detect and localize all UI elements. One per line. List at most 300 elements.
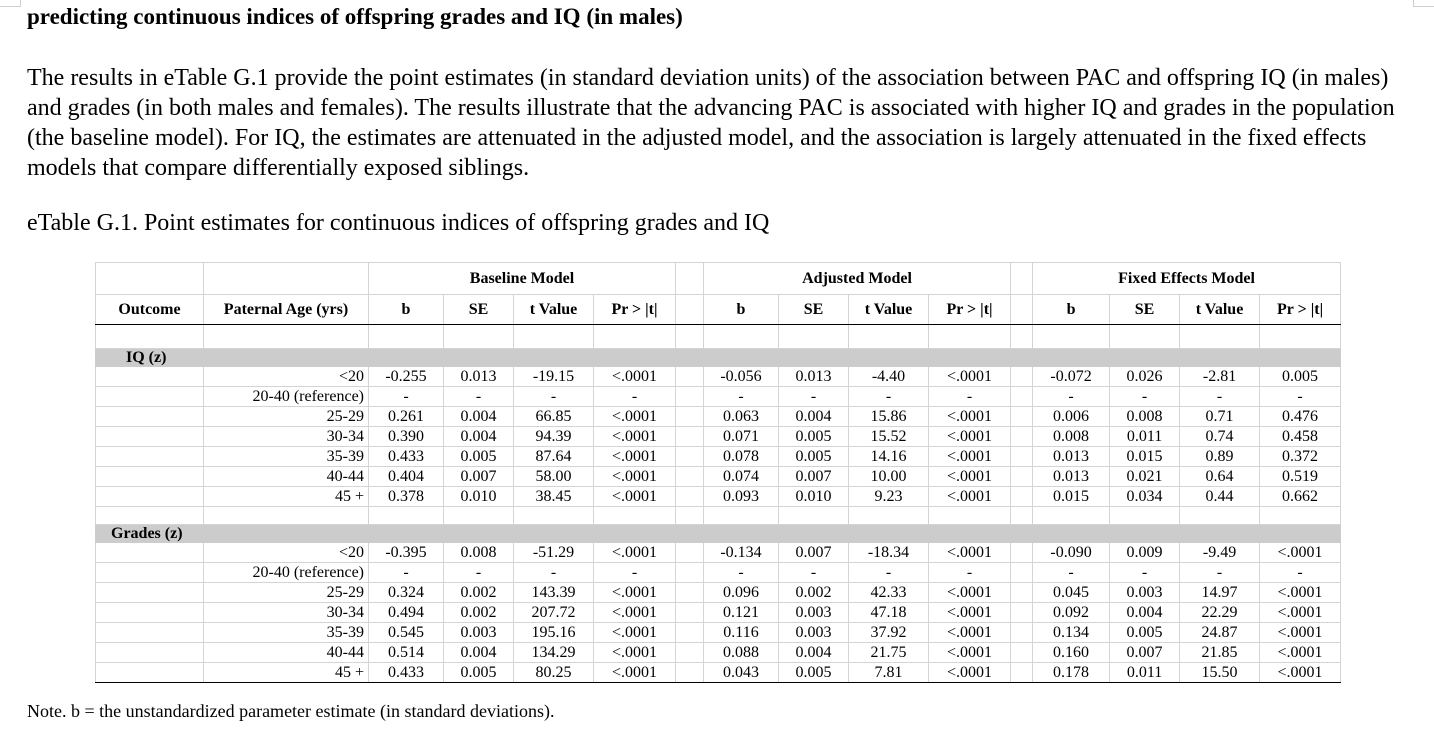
gap-cell [1011, 407, 1033, 427]
fixed-se-cell: 0.009 [1110, 543, 1180, 563]
gap-cell [676, 407, 704, 427]
outcome-cell [96, 467, 204, 487]
empty-cell [676, 507, 704, 525]
empty-cell [849, 325, 929, 349]
baseline-p-value-cell: <.0001 [594, 367, 676, 387]
baseline-t-value-cell: 207.72 [514, 603, 594, 623]
baseline-b-cell: - [369, 387, 444, 407]
outcome-cell [96, 603, 204, 623]
header-blank [96, 263, 204, 295]
baseline-se-cell: 0.013 [444, 367, 514, 387]
empty-cell [929, 507, 1011, 525]
baseline-se-cell: 0.004 [444, 643, 514, 663]
spacer-row [96, 325, 1341, 349]
gap-cell [676, 603, 704, 623]
spacer-row [96, 507, 1341, 525]
baseline-p-value-cell: <.0001 [594, 643, 676, 663]
gap-cell [1011, 367, 1033, 387]
fixed-p-value-cell: - [1260, 563, 1341, 583]
baseline-se-cell: 0.004 [444, 427, 514, 447]
baseline-p-value-cell: <.0001 [594, 623, 676, 643]
fixed-se-cell: 0.034 [1110, 487, 1180, 507]
baseline-t-value-cell: -19.15 [514, 367, 594, 387]
adjusted-se-cell: - [779, 387, 849, 407]
fixed-b-cell: -0.090 [1033, 543, 1110, 563]
fixed-b-cell: 0.013 [1033, 467, 1110, 487]
fixed-p-value-cell: 0.372 [1260, 447, 1341, 467]
empty-cell [1011, 507, 1033, 525]
empty-cell [96, 325, 204, 349]
adjusted-se-cell: 0.004 [779, 643, 849, 663]
gap-cell [1011, 643, 1033, 663]
fixed-b-cell: 0.015 [1033, 487, 1110, 507]
fixed-p-value-cell: 0.662 [1260, 487, 1341, 507]
empty-cell [204, 325, 369, 349]
fixed-b-cell: 0.045 [1033, 583, 1110, 603]
fixed-se-cell: 0.004 [1110, 603, 1180, 623]
col-header-b: b [704, 295, 779, 325]
baseline-se-cell: 0.005 [444, 663, 514, 683]
gap-cell [1011, 467, 1033, 487]
adjusted-se-cell: 0.007 [779, 467, 849, 487]
adjusted-se-cell: 0.010 [779, 487, 849, 507]
gap-cell [1011, 447, 1033, 467]
gap-cell [676, 467, 704, 487]
gap-cell [676, 387, 704, 407]
baseline-b-cell: 0.324 [369, 583, 444, 603]
empty-cell [444, 325, 514, 349]
baseline-b-cell: 0.390 [369, 427, 444, 447]
table-row [96, 583, 1341, 603]
body-paragraph: The results in eTable G.1 provide the point estimates (in standard deviation units) of the association between PAC and offspring IQ (in males) and grades (in both males and females). The results illustrate that the advancing PAC is associated with higher IQ and grades in the population (the baseline model). For IQ, the estimates are attenuated in the adjusted model, and the association is largely attenuated in the fixed effects models that compare differentially exposed siblings. [27, 65, 1395, 181]
fixed-t-value-cell: 15.50 [1180, 663, 1260, 683]
paternal-age-cell: 45 + [204, 663, 369, 683]
adjusted-b-cell: 0.074 [704, 467, 779, 487]
gap-cell [1011, 563, 1033, 583]
header-gap [676, 295, 704, 325]
paternal-age-cell: 40-44 [204, 467, 369, 487]
empty-cell [1180, 325, 1260, 349]
col-header-se: SE [444, 295, 514, 325]
fixed-p-value-cell: <.0001 [1260, 663, 1341, 683]
adjusted-b-cell: 0.121 [704, 603, 779, 623]
paternal-age-cell: 30-34 [204, 603, 369, 623]
empty-cell [779, 325, 849, 349]
adjusted-se-cell: 0.005 [779, 663, 849, 683]
fixed-b-cell: 0.006 [1033, 407, 1110, 427]
empty-cell [704, 507, 779, 525]
adjusted-p-value-cell: <.0001 [929, 447, 1011, 467]
fixed-se-cell: 0.011 [1110, 427, 1180, 447]
fixed-p-value-cell: - [1260, 387, 1341, 407]
empty-cell [929, 325, 1011, 349]
baseline-se-cell: 0.007 [444, 467, 514, 487]
fixed-b-cell: -0.072 [1033, 367, 1110, 387]
fixed-p-value-cell: 0.476 [1260, 407, 1341, 427]
baseline-se-cell: 0.005 [444, 447, 514, 467]
fixed-p-value-cell: <.0001 [1260, 583, 1341, 603]
baseline-se-cell: 0.008 [444, 543, 514, 563]
adjusted-t-value-cell: - [849, 563, 929, 583]
outcome-cell [96, 583, 204, 603]
page-corner-left [0, 0, 21, 7]
gap-cell [1011, 623, 1033, 643]
group-header-fixed: Fixed Effects Model [1033, 263, 1341, 295]
fixed-p-value-cell: <.0001 [1260, 643, 1341, 663]
empty-cell [1110, 325, 1180, 349]
baseline-t-value-cell: 38.45 [514, 487, 594, 507]
section-fill [369, 349, 1341, 367]
table-body [96, 325, 1341, 683]
fixed-t-value-cell: 0.74 [1180, 427, 1260, 447]
fixed-b-cell: 0.134 [1033, 623, 1110, 643]
fixed-p-value-cell: <.0001 [1260, 543, 1341, 563]
adjusted-se-cell: 0.003 [779, 623, 849, 643]
adjusted-t-value-cell: 42.33 [849, 583, 929, 603]
baseline-b-cell: 0.545 [369, 623, 444, 643]
col-header-t-value: t Value [1180, 295, 1260, 325]
fixed-se-cell: 0.026 [1110, 367, 1180, 387]
table-row [96, 447, 1341, 467]
col-header-paternal-age: Paternal Age (yrs) [204, 295, 369, 325]
baseline-p-value-cell: <.0001 [594, 407, 676, 427]
empty-cell [1260, 507, 1341, 525]
paternal-age-cell: <20 [204, 367, 369, 387]
adjusted-se-cell: 0.007 [779, 543, 849, 563]
empty-cell [1180, 507, 1260, 525]
fixed-se-cell: 0.005 [1110, 623, 1180, 643]
empty-cell [779, 507, 849, 525]
gap-cell [676, 487, 704, 507]
gap-cell [676, 543, 704, 563]
gap-cell [676, 427, 704, 447]
section-row [96, 349, 1341, 367]
col-header-outcome: Outcome [96, 295, 204, 325]
fixed-se-cell: 0.011 [1110, 663, 1180, 683]
adjusted-p-value-cell: <.0001 [929, 623, 1011, 643]
adjusted-b-cell: -0.134 [704, 543, 779, 563]
table-row [96, 367, 1341, 387]
fixed-t-value-cell: 21.85 [1180, 643, 1260, 663]
empty-cell [1033, 507, 1110, 525]
baseline-se-cell: 0.003 [444, 623, 514, 643]
adjusted-t-value-cell: -4.40 [849, 367, 929, 387]
baseline-se-cell: 0.002 [444, 583, 514, 603]
adjusted-b-cell: 0.088 [704, 643, 779, 663]
fixed-p-value-cell: <.0001 [1260, 623, 1341, 643]
empty-cell [1011, 325, 1033, 349]
table-row [96, 623, 1341, 643]
baseline-p-value-cell: - [594, 563, 676, 583]
baseline-t-value-cell: 66.85 [514, 407, 594, 427]
gap-cell [1011, 543, 1033, 563]
adjusted-t-value-cell: 9.23 [849, 487, 929, 507]
gap-cell [1011, 663, 1033, 683]
baseline-b-cell: 0.404 [369, 467, 444, 487]
adjusted-se-cell: 0.013 [779, 367, 849, 387]
fixed-se-cell: - [1110, 387, 1180, 407]
empty-cell [514, 325, 594, 349]
adjusted-p-value-cell: <.0001 [929, 467, 1011, 487]
table-caption: eTable G.1. Point estimates for continuous indices of offspring grades and IQ [27, 210, 770, 236]
paternal-age-cell: 40-44 [204, 643, 369, 663]
gap-cell [1011, 583, 1033, 603]
adjusted-b-cell: -0.056 [704, 367, 779, 387]
baseline-b-cell: - [369, 563, 444, 583]
paternal-age-cell: 25-29 [204, 583, 369, 603]
paternal-age-cell: 35-39 [204, 623, 369, 643]
baseline-t-value-cell: 58.00 [514, 467, 594, 487]
col-header-t-value: t Value [849, 295, 929, 325]
group-header-adjusted: Adjusted Model [704, 263, 1011, 295]
adjusted-t-value-cell: -18.34 [849, 543, 929, 563]
page-corner-right [1413, 0, 1434, 7]
table-row [96, 543, 1341, 563]
table-row [96, 427, 1341, 447]
adjusted-t-value-cell: - [849, 387, 929, 407]
adjusted-t-value-cell: 21.75 [849, 643, 929, 663]
fixed-t-value-cell: -2.81 [1180, 367, 1260, 387]
fixed-t-value-cell: 0.64 [1180, 467, 1260, 487]
adjusted-p-value-cell: <.0001 [929, 643, 1011, 663]
col-header-t-value: t Value [514, 295, 594, 325]
baseline-t-value-cell: 143.39 [514, 583, 594, 603]
fixed-se-cell: 0.021 [1110, 467, 1180, 487]
outcome-cell [96, 663, 204, 683]
baseline-se-cell: 0.004 [444, 407, 514, 427]
col-header-p-value: Pr > |t| [1260, 295, 1341, 325]
adjusted-p-value-cell: - [929, 387, 1011, 407]
fixed-se-cell: 0.015 [1110, 447, 1180, 467]
baseline-b-cell: 0.433 [369, 663, 444, 683]
adjusted-p-value-cell: <.0001 [929, 663, 1011, 683]
empty-cell [704, 325, 779, 349]
baseline-t-value-cell: 94.39 [514, 427, 594, 447]
gap-cell [1011, 487, 1033, 507]
col-header-se: SE [779, 295, 849, 325]
baseline-b-cell: 0.433 [369, 447, 444, 467]
empty-cell [1260, 325, 1341, 349]
table-row [96, 663, 1341, 683]
baseline-b-cell: 0.378 [369, 487, 444, 507]
adjusted-b-cell: 0.096 [704, 583, 779, 603]
adjusted-se-cell: - [779, 563, 849, 583]
fixed-b-cell: - [1033, 387, 1110, 407]
adjusted-b-cell: 0.116 [704, 623, 779, 643]
gap-cell [676, 447, 704, 467]
adjusted-t-value-cell: 10.00 [849, 467, 929, 487]
table-note: Note. b = the unstandardized parameter estimate (in standard deviations). [27, 701, 555, 721]
empty-cell [849, 507, 929, 525]
adjusted-se-cell: 0.004 [779, 407, 849, 427]
gap-cell [1011, 427, 1033, 447]
baseline-b-cell: -0.395 [369, 543, 444, 563]
paternal-age-cell: <20 [204, 543, 369, 563]
adjusted-se-cell: 0.005 [779, 427, 849, 447]
baseline-se-cell: - [444, 563, 514, 583]
adjusted-p-value-cell: <.0001 [929, 427, 1011, 447]
baseline-p-value-cell: <.0001 [594, 487, 676, 507]
table-row [96, 563, 1341, 583]
baseline-se-cell: - [444, 387, 514, 407]
outcome-cell [96, 427, 204, 447]
baseline-p-value-cell: <.0001 [594, 447, 676, 467]
paternal-age-cell: 45 + [204, 487, 369, 507]
fixed-t-value-cell: 0.71 [1180, 407, 1260, 427]
gap-cell [1011, 603, 1033, 623]
fixed-t-value-cell: - [1180, 563, 1260, 583]
adjusted-p-value-cell: - [929, 563, 1011, 583]
adjusted-se-cell: 0.002 [779, 583, 849, 603]
fixed-t-value-cell: - [1180, 387, 1260, 407]
empty-cell [594, 507, 676, 525]
baseline-t-value-cell: -51.29 [514, 543, 594, 563]
col-header-b: b [369, 295, 444, 325]
gap-cell [676, 563, 704, 583]
fixed-p-value-cell: 0.005 [1260, 367, 1341, 387]
fixed-se-cell: 0.003 [1110, 583, 1180, 603]
empty-cell [369, 507, 444, 525]
table-row [96, 407, 1341, 427]
adjusted-t-value-cell: 37.92 [849, 623, 929, 643]
fixed-b-cell: - [1033, 563, 1110, 583]
baseline-p-value-cell: <.0001 [594, 427, 676, 447]
fixed-b-cell: 0.178 [1033, 663, 1110, 683]
outcome-cell [96, 387, 204, 407]
table-row [96, 643, 1341, 663]
adjusted-se-cell: 0.005 [779, 447, 849, 467]
empty-cell [204, 507, 369, 525]
group-header-baseline: Baseline Model [369, 263, 676, 295]
baseline-p-value-cell: <.0001 [594, 467, 676, 487]
gap-cell [676, 367, 704, 387]
fixed-t-value-cell: 14.97 [1180, 583, 1260, 603]
outcome-cell [96, 367, 204, 387]
col-header-p-value: Pr > |t| [594, 295, 676, 325]
fixed-t-value-cell: 0.44 [1180, 487, 1260, 507]
col-header-se: SE [1110, 295, 1180, 325]
section-heading: predicting continuous indices of offspring grades and IQ (in males) [27, 4, 683, 29]
adjusted-b-cell: - [704, 563, 779, 583]
fixed-t-value-cell: 22.29 [1180, 603, 1260, 623]
paternal-age-cell: 30-34 [204, 427, 369, 447]
column-header-row [96, 295, 1341, 325]
baseline-p-value-cell: <.0001 [594, 603, 676, 623]
paternal-age-cell: 20-40 (reference) [204, 563, 369, 583]
group-header-row [96, 263, 1341, 295]
fixed-b-cell: 0.092 [1033, 603, 1110, 623]
table-row [96, 603, 1341, 623]
adjusted-t-value-cell: 15.86 [849, 407, 929, 427]
col-header-p-value: Pr > |t| [929, 295, 1011, 325]
baseline-t-value-cell: 134.29 [514, 643, 594, 663]
outcome-cell [96, 487, 204, 507]
adjusted-b-cell: 0.043 [704, 663, 779, 683]
baseline-se-cell: 0.010 [444, 487, 514, 507]
adjusted-t-value-cell: 47.18 [849, 603, 929, 623]
adjusted-t-value-cell: 7.81 [849, 663, 929, 683]
baseline-b-cell: 0.494 [369, 603, 444, 623]
section-row [96, 525, 1341, 543]
adjusted-p-value-cell: <.0001 [929, 487, 1011, 507]
gap-cell [1011, 387, 1033, 407]
header-gap [1011, 263, 1033, 295]
fixed-se-cell: 0.007 [1110, 643, 1180, 663]
empty-cell [444, 507, 514, 525]
outcome-cell [96, 563, 204, 583]
fixed-b-cell: 0.160 [1033, 643, 1110, 663]
baseline-p-value-cell: - [594, 387, 676, 407]
empty-cell [1110, 507, 1180, 525]
table-row [96, 467, 1341, 487]
fixed-t-value-cell: -9.49 [1180, 543, 1260, 563]
baseline-b-cell: -0.255 [369, 367, 444, 387]
header-gap [676, 263, 704, 295]
header-blank [204, 263, 369, 295]
adjusted-t-value-cell: 15.52 [849, 427, 929, 447]
empty-cell [514, 507, 594, 525]
baseline-se-cell: 0.002 [444, 603, 514, 623]
gap-cell [676, 643, 704, 663]
adjusted-b-cell: 0.071 [704, 427, 779, 447]
empty-cell [594, 325, 676, 349]
fixed-se-cell: - [1110, 563, 1180, 583]
section-label: IQ (z) [96, 349, 369, 367]
baseline-p-value-cell: <.0001 [594, 583, 676, 603]
gap-cell [676, 663, 704, 683]
empty-cell [96, 507, 204, 525]
adjusted-b-cell: 0.093 [704, 487, 779, 507]
fixed-p-value-cell: 0.458 [1260, 427, 1341, 447]
fixed-p-value-cell: 0.519 [1260, 467, 1341, 487]
adjusted-b-cell: - [704, 387, 779, 407]
baseline-t-value-cell: - [514, 563, 594, 583]
adjusted-p-value-cell: <.0001 [929, 543, 1011, 563]
section-label: Grades (z) [96, 525, 369, 543]
table-row [96, 487, 1341, 507]
empty-cell [1033, 325, 1110, 349]
baseline-t-value-cell: 80.25 [514, 663, 594, 683]
fixed-b-cell: 0.013 [1033, 447, 1110, 467]
baseline-t-value-cell: 87.64 [514, 447, 594, 467]
baseline-p-value-cell: <.0001 [594, 543, 676, 563]
gap-cell [676, 583, 704, 603]
adjusted-p-value-cell: <.0001 [929, 407, 1011, 427]
fixed-t-value-cell: 24.87 [1180, 623, 1260, 643]
baseline-b-cell: 0.514 [369, 643, 444, 663]
gap-cell [676, 623, 704, 643]
outcome-cell [96, 643, 204, 663]
col-header-b: b [1033, 295, 1110, 325]
table-row [96, 387, 1341, 407]
empty-cell [369, 325, 444, 349]
outcome-cell [96, 543, 204, 563]
header-gap [1011, 295, 1033, 325]
baseline-b-cell: 0.261 [369, 407, 444, 427]
adjusted-b-cell: 0.063 [704, 407, 779, 427]
paternal-age-cell: 20-40 (reference) [204, 387, 369, 407]
paternal-age-cell: 35-39 [204, 447, 369, 467]
empty-cell [676, 325, 704, 349]
outcome-cell [96, 623, 204, 643]
outcome-cell [96, 407, 204, 427]
fixed-p-value-cell: <.0001 [1260, 603, 1341, 623]
baseline-t-value-cell: 195.16 [514, 623, 594, 643]
adjusted-p-value-cell: <.0001 [929, 603, 1011, 623]
adjusted-t-value-cell: 14.16 [849, 447, 929, 467]
results-table [95, 262, 1341, 683]
baseline-t-value-cell: - [514, 387, 594, 407]
